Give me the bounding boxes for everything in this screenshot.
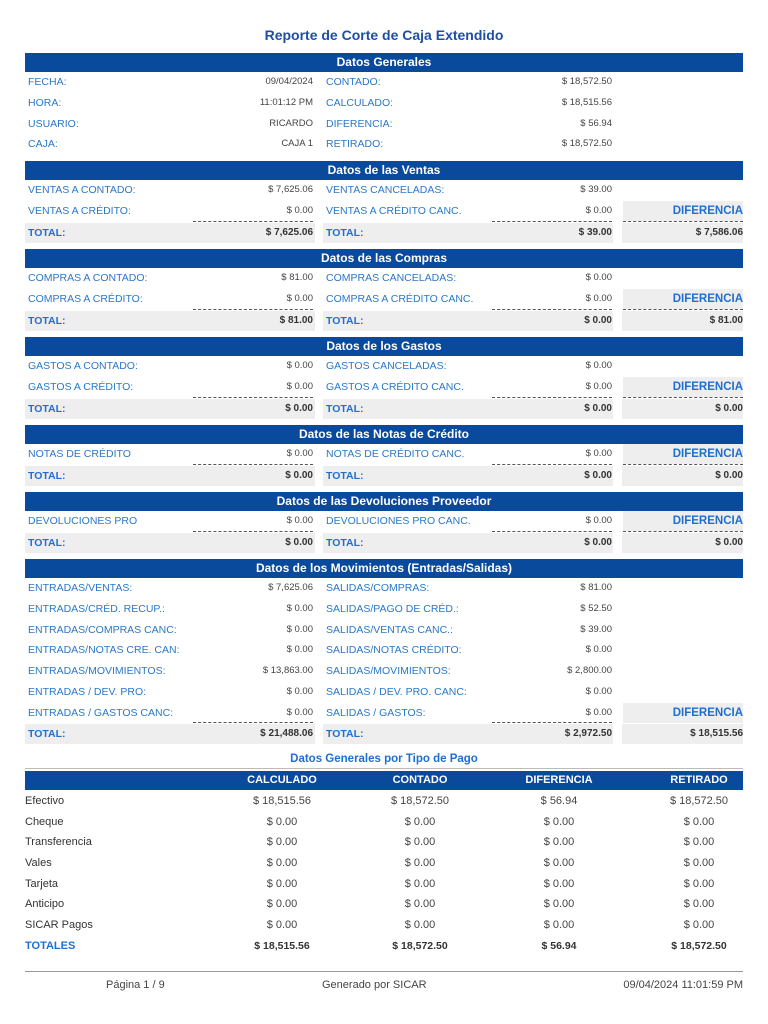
value-left: $ 0.00: [286, 707, 313, 718]
label-left: ENTRADAS / GASTOS CANC:: [28, 707, 174, 719]
diferencia-label: DIFERENCIA: [623, 289, 743, 309]
payments-totals-row: [25, 936, 743, 956]
value-left: 09/04/2024: [265, 76, 313, 87]
compras-row: [25, 268, 743, 288]
value-right: $ 18,572.50: [561, 76, 612, 87]
payment-row: [25, 832, 743, 852]
diferencia-label: DIFERENCIA: [623, 444, 743, 464]
value-left: $ 0.00: [286, 644, 313, 655]
total-value-left: $ 21,488.06: [260, 728, 313, 739]
diferencia-label: DIFERENCIA: [623, 511, 743, 531]
value-left: $ 0.00: [286, 624, 313, 635]
separator-line: [193, 309, 313, 310]
label-right: CONTADO:: [326, 76, 381, 88]
column-header: CALCULADO: [247, 774, 317, 786]
total-value-left: $ 0.00: [285, 470, 313, 481]
payment-value: $ 0.00: [404, 878, 436, 890]
ventas-row: [25, 180, 743, 200]
total-difference-value: $ 0.00: [715, 403, 743, 414]
value-left: $ 0.00: [286, 686, 313, 697]
separator-line: [623, 531, 743, 532]
total-label-left: TOTAL:: [28, 403, 66, 415]
label-right: CALCULADO:: [326, 97, 394, 109]
payment-type-label: Transferencia: [25, 836, 92, 848]
value-right: $ 0.00: [585, 644, 612, 655]
value-left: $ 13,863.00: [262, 665, 313, 676]
label-right: SALIDAS/COMPRAS:: [326, 582, 430, 594]
total-value-right: $ 0.00: [584, 470, 612, 481]
diferencia-label: DIFERENCIA: [623, 201, 743, 221]
payment-value: $ 0.00: [404, 919, 436, 931]
label-right: SALIDAS / GASTOS:: [326, 707, 426, 719]
payment-type-label: Vales: [25, 857, 52, 869]
payment-value: $ 0.00: [683, 816, 715, 828]
label-right: SALIDAS / DEV. PRO. CANC:: [326, 686, 467, 698]
ventas-total-row: [25, 223, 743, 243]
label-right: SALIDAS/PAGO DE CRÉD.:: [326, 603, 459, 615]
separator-line: [623, 397, 743, 398]
value-right: $ 18,515.56: [561, 97, 612, 108]
page-number: Página 1 / 9: [106, 979, 165, 991]
label-left: COMPRAS A CRÉDITO:: [28, 293, 143, 305]
column-header: DIFERENCIA: [525, 774, 593, 786]
label-left: GASTOS A CRÉDITO:: [28, 381, 134, 393]
total-value-right: $ 0.00: [584, 403, 612, 414]
separator-line: [492, 221, 612, 222]
payment-row: [25, 915, 743, 935]
payment-value: $ 0.00: [404, 857, 436, 869]
value-right: $ 2,800.00: [567, 665, 612, 676]
payment-value: $ 0.00: [266, 898, 298, 910]
value-right: $ 0.00: [585, 515, 612, 526]
separator-line: [623, 309, 743, 310]
generated-by: Generado por SICAR: [322, 979, 427, 991]
value-right: $ 0.00: [585, 381, 612, 392]
label-right: NOTAS DE CRÉDITO CANC.: [326, 448, 465, 460]
label-left: ENTRADAS/COMPRAS CANC:: [28, 624, 177, 636]
label-left: HORA:: [28, 97, 62, 109]
separator-line: [193, 464, 313, 465]
separator-line: [623, 221, 743, 222]
total-label-left: TOTAL:: [28, 470, 66, 482]
payment-type-label: SICAR Pagos: [25, 919, 93, 931]
movimientos-row: [25, 599, 743, 619]
totals-value: $ 18,572.50: [671, 940, 727, 952]
label-right: COMPRAS CANCELADAS:: [326, 272, 457, 284]
label-left: VENTAS A CRÉDITO:: [28, 205, 131, 217]
label-left: ENTRADAS/CRÉD. RECUP.:: [28, 603, 165, 615]
label-right: SALIDAS/NOTAS CRÉDITO:: [326, 644, 462, 656]
payment-value: $ 0.00: [543, 816, 575, 828]
separator-line: [492, 464, 612, 465]
payment-value: $ 0.00: [543, 919, 575, 931]
label-right: GASTOS A CRÉDITO CANC.: [326, 381, 464, 393]
payment-value: $ 0.00: [543, 878, 575, 890]
total-value-right: $ 39.00: [578, 227, 612, 238]
total-difference-value: $ 18,515.56: [690, 728, 743, 739]
payments-title: Datos Generales por Tipo de Pago: [290, 753, 478, 765]
movimientos-row: [25, 661, 743, 681]
label-left: USUARIO:: [28, 118, 79, 130]
movimientos-row: [25, 620, 743, 640]
diferencia-label: DIFERENCIA: [623, 703, 743, 723]
ventas-section-header: Datos de las Ventas: [25, 161, 743, 180]
label-left: FECHA:: [28, 76, 67, 88]
totals-value: $ 18,572.50: [392, 940, 448, 952]
payment-type-label: Efectivo: [25, 795, 65, 807]
total-difference-value: $ 7,586.06: [695, 227, 743, 238]
payment-value: $ 0.00: [266, 878, 298, 890]
payment-row: [25, 812, 743, 832]
label-left: ENTRADAS/NOTAS CRE. CAN:: [28, 644, 180, 656]
label-left: VENTAS A CONTADO:: [28, 184, 136, 196]
value-right: $ 0.00: [585, 686, 612, 697]
payment-type-label: Tarjeta: [25, 878, 59, 890]
total-label-right: TOTAL:: [326, 728, 364, 740]
separator-line: [492, 531, 612, 532]
label-right: SALIDAS/MOVIMIENTOS:: [326, 665, 451, 677]
total-value-right: $ 0.00: [584, 537, 612, 548]
generales-row: [25, 134, 743, 154]
payment-value: $ 0.00: [683, 898, 715, 910]
value-right: $ 0.00: [585, 360, 612, 371]
generales-row: [25, 72, 743, 92]
total-label-left: TOTAL:: [28, 537, 66, 549]
label-left: COMPRAS A CONTADO:: [28, 272, 148, 284]
value-left: $ 0.00: [286, 448, 313, 459]
label-left: ENTRADAS/MOVIMIENTOS:: [28, 665, 166, 677]
separator-line: [193, 397, 313, 398]
generales-row: [25, 114, 743, 134]
payment-value: $ 0.00: [683, 836, 715, 848]
totals-value: $ 18,515.56: [254, 940, 310, 952]
gastos-section-header: Datos de los Gastos: [25, 337, 743, 356]
devoluciones-total-row: [25, 533, 743, 553]
payment-value: $ 0.00: [683, 878, 715, 890]
value-left: $ 0.00: [286, 205, 313, 216]
payment-value: $ 0.00: [543, 836, 575, 848]
payment-row: [25, 894, 743, 914]
label-right: SALIDAS/VENTAS CANC.:: [326, 624, 454, 636]
compras-total-row: [25, 311, 743, 331]
notas-section-header: Datos de las Notas de Crédito: [25, 425, 743, 444]
label-right: RETIRADO:: [326, 138, 384, 150]
total-value-left: $ 0.00: [285, 537, 313, 548]
movimientos-total-row: [25, 724, 743, 744]
totals-label: TOTALES: [25, 940, 76, 952]
payment-value: $ 0.00: [683, 919, 715, 931]
total-label-right: TOTAL:: [326, 403, 364, 415]
label-right: DIFERENCIA:: [326, 118, 393, 130]
total-value-left: $ 81.00: [279, 315, 313, 326]
value-right: $ 0.00: [585, 448, 612, 459]
value-right: $ 39.00: [580, 184, 612, 195]
label-right: DEVOLUCIONES PRO CANC.: [326, 515, 471, 527]
payment-value: $ 0.00: [404, 836, 436, 848]
separator-line: [492, 722, 612, 723]
label-left: ENTRADAS / DEV. PRO:: [28, 686, 147, 698]
generales-section-header: Datos Generales: [25, 53, 743, 72]
notas-total-row: [25, 466, 743, 486]
payment-value: $ 0.00: [543, 898, 575, 910]
devoluciones-section-header: Datos de las Devoluciones Proveedor: [25, 492, 743, 511]
divider: [25, 768, 743, 769]
label-right: GASTOS CANCELADAS:: [326, 360, 447, 372]
separator-line: [193, 531, 313, 532]
label-right: COMPRAS A CRÉDITO CANC.: [326, 293, 474, 305]
movimientos-row: [25, 682, 743, 702]
generales-row: [25, 93, 743, 113]
value-left: 11:01:12 PM: [259, 97, 313, 108]
value-left: $ 7,625.06: [268, 184, 313, 195]
footer-divider: [25, 971, 743, 972]
total-label-left: TOTAL:: [28, 227, 66, 239]
payment-value: $ 0.00: [266, 836, 298, 848]
movimientos-section-header: Datos de los Movimientos (Entradas/Salidas): [25, 559, 743, 578]
payment-type-label: Anticipo: [25, 898, 65, 910]
total-difference-value: $ 0.00: [715, 537, 743, 548]
value-right: $ 0.00: [585, 707, 612, 718]
total-label-right: TOTAL:: [326, 470, 364, 482]
payment-value: $ 0.00: [404, 816, 436, 828]
total-value-left: $ 0.00: [285, 403, 313, 414]
payment-value: $ 0.00: [683, 857, 715, 869]
value-left: $ 0.00: [286, 293, 313, 304]
value-left: $ 0.00: [286, 515, 313, 526]
label-left: GASTOS A CONTADO:: [28, 360, 138, 372]
total-label-left: TOTAL:: [28, 728, 66, 740]
diferencia-label: DIFERENCIA: [623, 377, 743, 397]
separator-line: [193, 722, 313, 723]
payment-value: $ 18,572.50: [390, 795, 450, 807]
separator-line: [623, 464, 743, 465]
value-right: $ 0.00: [585, 293, 612, 304]
label-left: NOTAS DE CRÉDITO: [28, 448, 131, 460]
total-label-right: TOTAL:: [326, 537, 364, 549]
payment-value: $ 0.00: [266, 816, 298, 828]
label-right: VENTAS A CRÉDITO CANC.: [326, 205, 462, 217]
payment-value: $ 0.00: [266, 857, 298, 869]
payment-row: [25, 791, 743, 811]
label-right: VENTAS CANCELADAS:: [326, 184, 445, 196]
value-right: $ 0.00: [585, 272, 612, 283]
value-right: $ 0.00: [585, 205, 612, 216]
value-right: $ 39.00: [580, 624, 612, 635]
column-header: RETIRADO: [670, 774, 728, 786]
gastos-row: [25, 356, 743, 376]
report-title: Reporte de Corte de Caja Extendido: [264, 27, 504, 43]
value-right: $ 81.00: [580, 582, 612, 593]
payment-value: $ 18,515.56: [252, 795, 312, 807]
total-label-right: TOTAL:: [326, 227, 364, 239]
payment-value: $ 56.94: [540, 795, 578, 807]
total-label-left: TOTAL:: [28, 315, 66, 327]
payment-value: $ 0.00: [404, 898, 436, 910]
total-difference-value: $ 0.00: [715, 470, 743, 481]
total-label-right: TOTAL:: [326, 315, 364, 327]
payment-value: $ 18,572.50: [669, 795, 729, 807]
movimientos-row: [25, 640, 743, 660]
value-left: $ 7,625.06: [268, 582, 313, 593]
value-left: $ 0.00: [286, 381, 313, 392]
value-left: $ 0.00: [286, 360, 313, 371]
payment-row: [25, 853, 743, 873]
value-right: $ 52.50: [580, 603, 612, 614]
separator-line: [492, 309, 612, 310]
compras-section-header: Datos de las Compras: [25, 249, 743, 268]
value-left: RICARDO: [269, 118, 313, 129]
generated-timestamp: 09/04/2024 11:01:59 PM: [623, 979, 743, 991]
label-left: CAJA:: [28, 138, 58, 150]
value-right: $ 56.94: [580, 118, 612, 129]
payment-value: $ 0.00: [543, 857, 575, 869]
separator-line: [492, 397, 612, 398]
column-header: CONTADO: [392, 774, 448, 786]
value-left: $ 81.00: [281, 272, 313, 283]
total-value-left: $ 7,625.06: [265, 227, 313, 238]
payment-type-label: Cheque: [25, 816, 64, 828]
value-left: $ 0.00: [286, 603, 313, 614]
movimientos-row: [25, 578, 743, 598]
total-value-right: $ 0.00: [584, 315, 612, 326]
separator-line: [193, 221, 313, 222]
value-left: CAJA 1: [281, 138, 313, 149]
total-value-right: $ 2,972.50: [564, 728, 612, 739]
total-difference-value: $ 81.00: [709, 315, 743, 326]
totals-value: $ 56.94: [541, 940, 577, 952]
payment-value: $ 0.00: [266, 919, 298, 931]
payments-header: [25, 771, 743, 790]
gastos-total-row: [25, 399, 743, 419]
payment-row: [25, 874, 743, 894]
label-left: ENTRADAS/VENTAS:: [28, 582, 133, 594]
value-right: $ 18,572.50: [561, 138, 612, 149]
label-left: DEVOLUCIONES PRO: [28, 515, 138, 527]
